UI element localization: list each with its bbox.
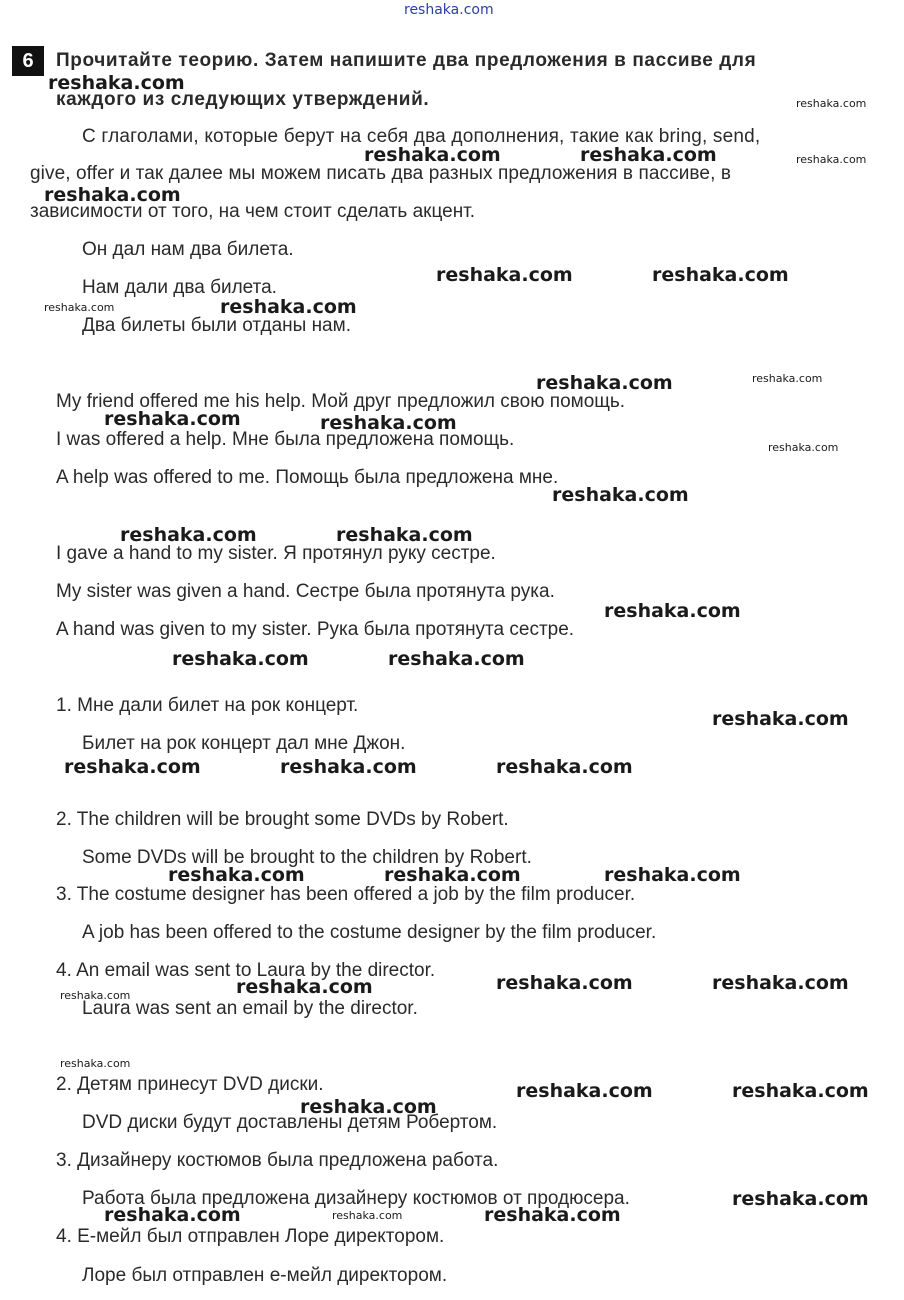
watermark: reshaka.com [732,1188,869,1210]
watermark: reshaka.com [172,648,309,670]
watermark: reshaka.com [236,976,373,998]
example-ru-sentence: Он дал нам два билета. [82,239,294,260]
task-number-badge: 6 [12,46,44,76]
watermark: reshaka.com [120,524,257,546]
watermark: reshaka.com [332,1209,403,1222]
watermark: reshaka.com [604,864,741,886]
theory-paragraph-line-2: give, offer и так далее мы можем писать два разных предложения в пассиве, в [30,163,732,184]
answer-4-line-2: Laura was sent an email by the director. [82,998,418,1019]
watermark: reshaka.com [336,524,473,546]
translation-2-line-2: DVD диски будут доставлены детям Робертом. [82,1112,498,1133]
answer-1-line-2: Билет на рок концерт дал мне Джон. [82,733,406,754]
answer-2-line-1: 2. The children will be brought some DVDs by Robert. [56,809,509,830]
watermark: reshaka.com [484,1204,621,1226]
example-sentence: I was offered a help. Мне была предложена помощь. [56,429,515,450]
translation-2-line-1: 2. Детям принесут DVD диски. [56,1074,324,1095]
watermark: reshaka.com [712,708,849,730]
theory-paragraph-line-1: С глаголами, которые берут на себя два дополнения, такие как bring, send, [82,126,761,147]
watermark: reshaka.com [712,972,849,994]
watermark: reshaka.com [64,756,201,778]
watermark: reshaka.com [104,408,241,430]
watermark: reshaka.com [536,372,673,394]
watermark: reshaka.com [752,372,823,385]
example-sentence: A hand was given to my sister. Рука была протянута сестре. [56,619,575,640]
watermark: reshaka.com [552,484,689,506]
task-title-line-1: Прочитайте теорию. Затем напишите два предложения в пассиве для [56,50,757,71]
watermark: reshaka.com [104,1204,241,1226]
watermark: reshaka.com [496,756,633,778]
answer-2-line-2: Some DVDs will be brought to the children by Robert. [82,847,532,868]
example-sentence: My friend offered me his help. Мой друг предложил свою помощь. [56,391,626,412]
watermark: reshaka.com [60,989,131,1002]
answer-3-line-1: 3. The costume designer has been offered a job by the film producer. [56,884,636,905]
watermark: reshaka.com [44,301,115,314]
theory-paragraph-line-3: зависимости от того, на чем стоит сделать акцент. [30,201,476,222]
watermark: reshaka.com [364,144,501,166]
answer-1-line-1: 1. Мне дали билет на рок концерт. [56,695,359,716]
watermark: reshaka.com [60,1057,131,1070]
watermark: reshaka.com [220,296,357,318]
example-sentence: I gave a hand to my sister. Я протянул руку сестре. [56,543,496,564]
watermark: reshaka.com [796,153,867,166]
task-title-line-2: каждого из следующих утверждений. [56,89,430,110]
watermark: reshaka.com [168,864,305,886]
translation-3-line-1: 3. Дизайнеру костюмов была предложена работа. [56,1150,499,1171]
watermark: reshaka.com [300,1096,437,1118]
answer-3-line-2: A job has been offered to the costume designer by the film producer. [82,922,657,943]
watermark: reshaka.com [320,412,457,434]
watermark: reshaka.com [516,1080,653,1102]
watermark: reshaka.com [384,864,521,886]
translation-3-line-2: Работа была предложена дизайнеру костюмов от продюсера. [82,1188,630,1209]
watermark: reshaka.com [436,264,573,286]
watermark: reshaka.com [580,144,717,166]
watermark: reshaka.com [44,184,181,206]
answer-4-line-1: 4. An email was sent to Laura by the director. [56,960,436,981]
example-ru-sentence: Два билеты были отданы нам. [82,315,351,336]
example-ru-sentence: Нам дали два билета. [82,277,277,298]
watermark: reshaka.com [768,441,839,454]
watermark: reshaka.com [388,648,525,670]
watermark: reshaka.com [604,600,741,622]
site-header-watermark[interactable]: reshaka.com [404,2,494,18]
watermark: reshaka.com [796,97,867,110]
translation-4-line-1: 4. Е-мейл был отправлен Лоре директором. [56,1226,445,1247]
translation-4-line-2: Лоре был отправлен е-мейл директором. [82,1265,448,1286]
example-sentence: A help was offered to me. Помощь была предложена мне. [56,467,559,488]
example-sentence: My sister was given a hand. Сестре была протянута рука. [56,581,555,602]
watermark: reshaka.com [48,72,185,94]
watermark: reshaka.com [652,264,789,286]
watermark: reshaka.com [496,972,633,994]
watermark: reshaka.com [732,1080,869,1102]
watermark: reshaka.com [280,756,417,778]
